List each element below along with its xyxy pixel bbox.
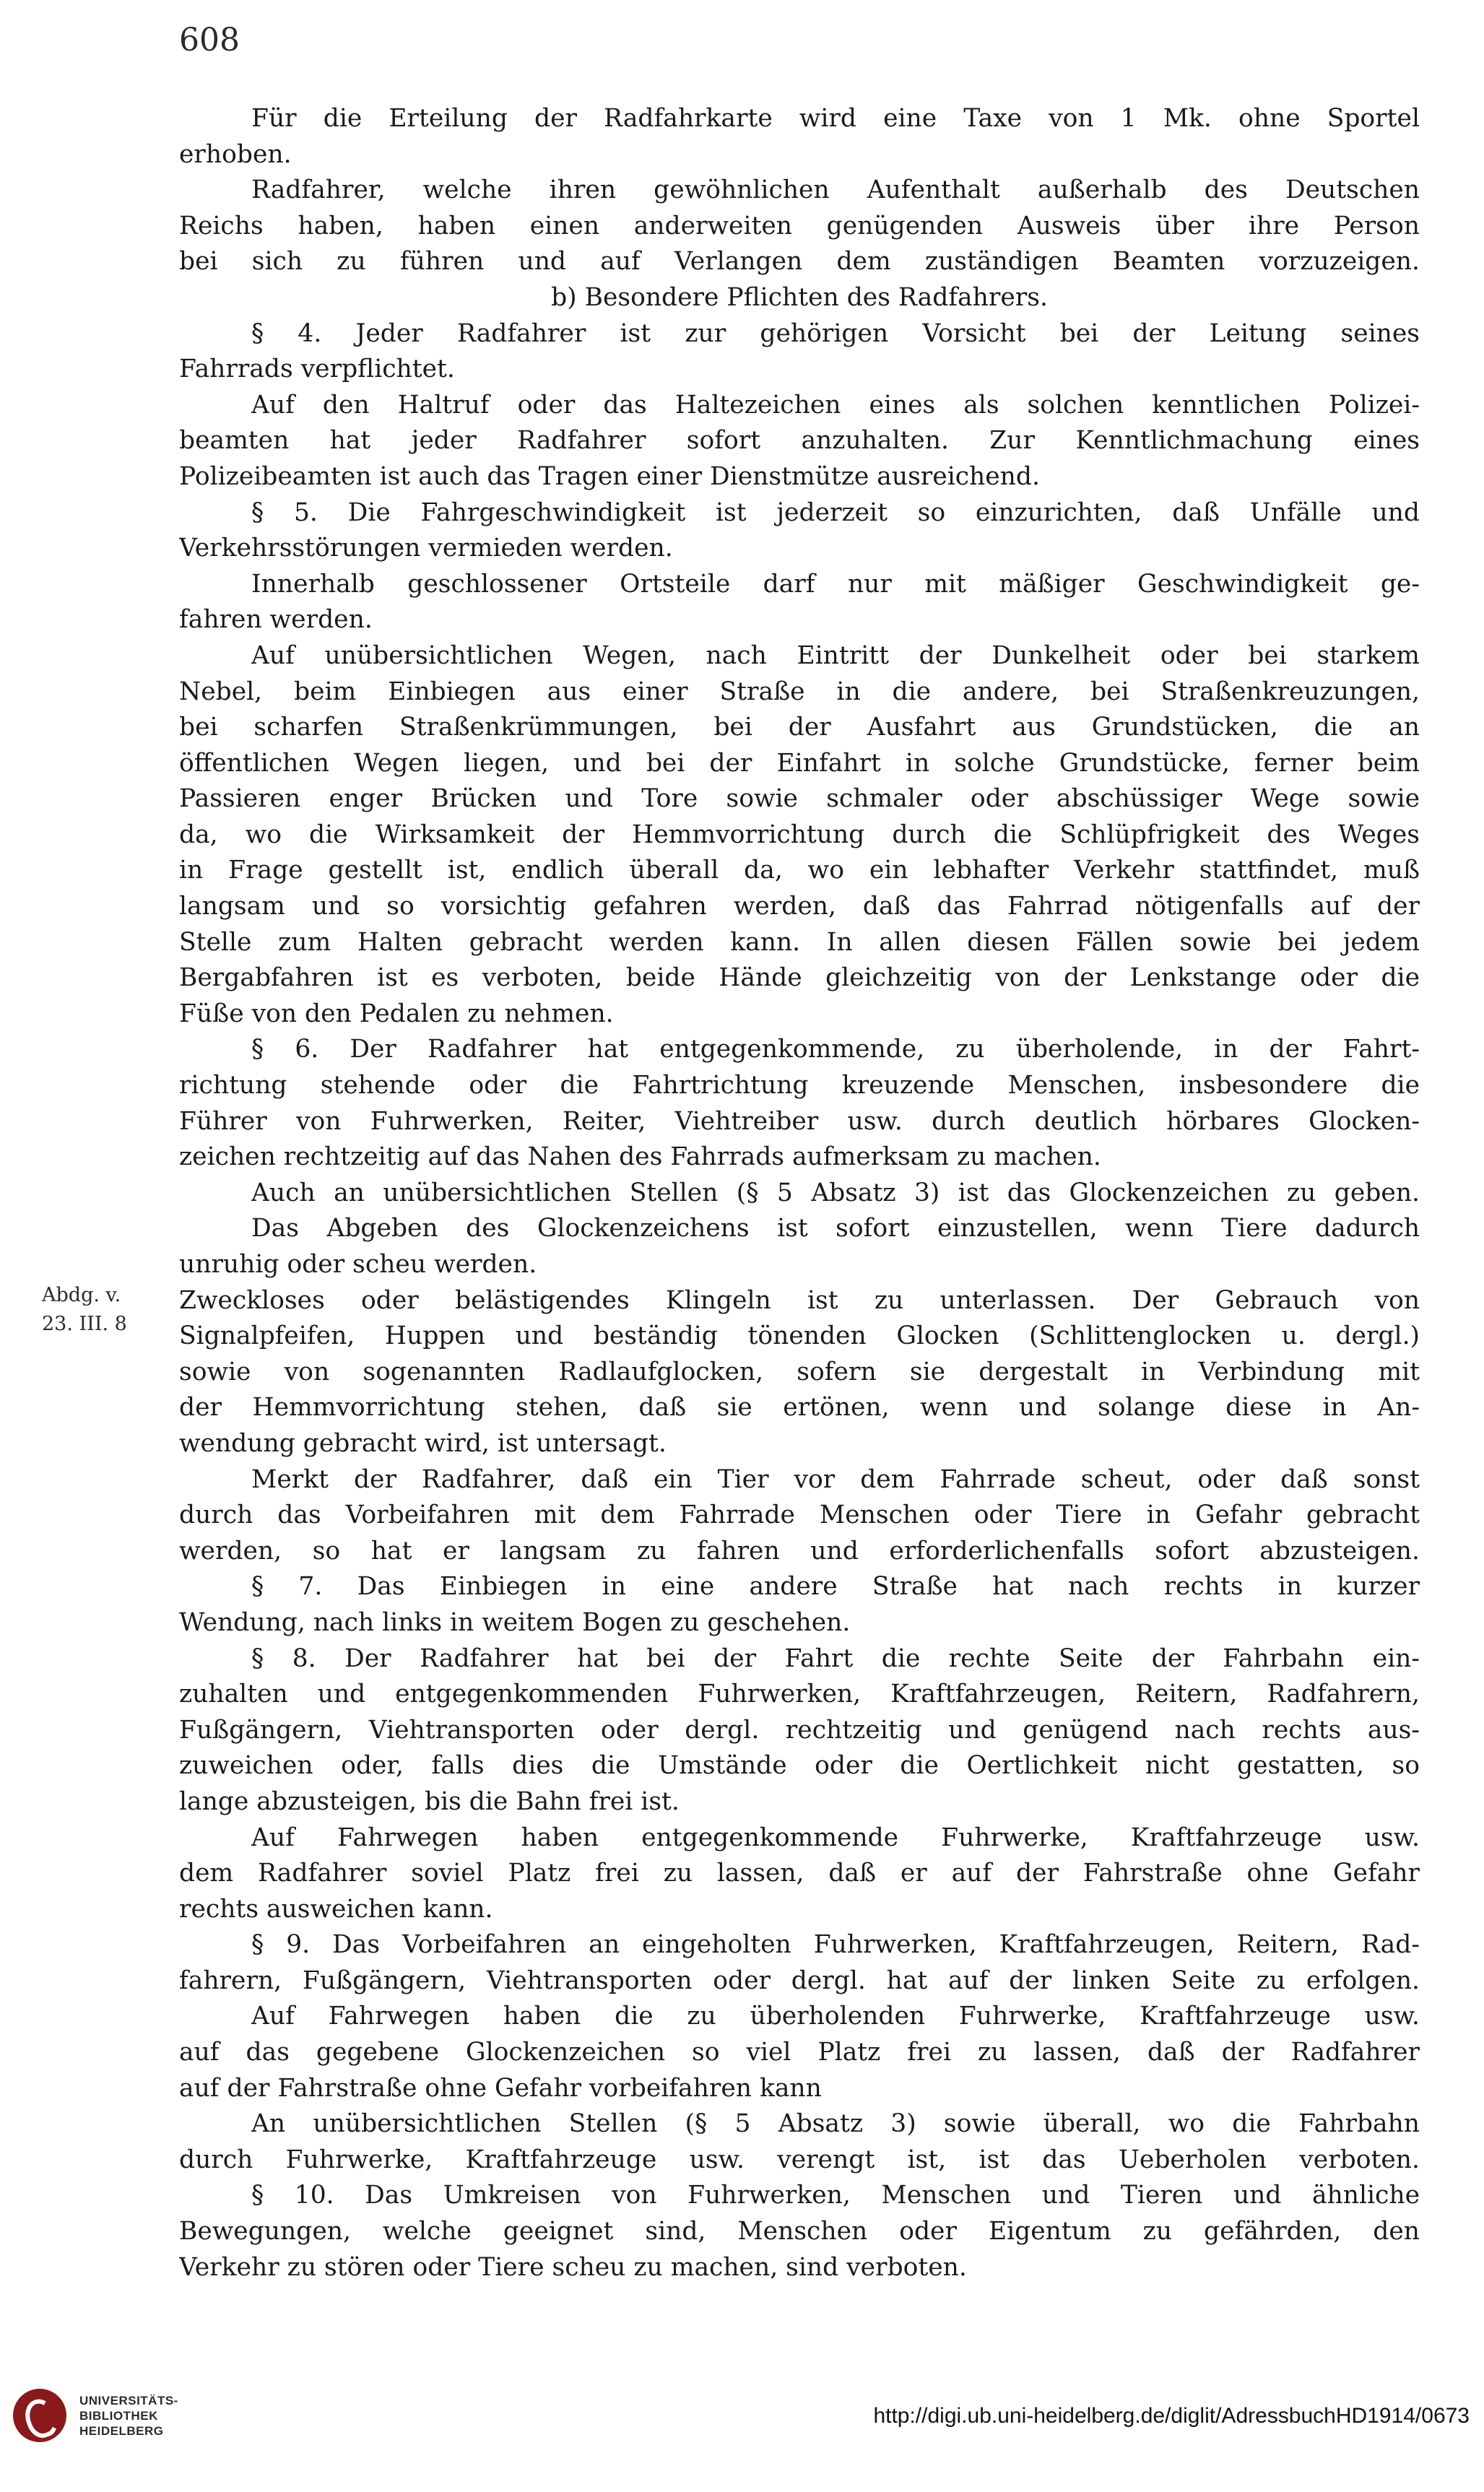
text-line: sowie von sogenannten Radlaufglocken, sofern sie dergestalt in Verbindung mit [179,1357,1420,1386]
page-number: 608 [179,22,240,58]
library-name-line: UNIVERSITÄTS- [79,2393,178,2408]
text-line: Stelle zum Halten gebracht werden kann. In allen diesen Fällen sowie bei jedem [179,927,1420,957]
text-line: Für die Erteilung der Radfahrkarte wird eine Taxe von 1 Mk. ohne Sportel [251,104,1420,133]
text-line: Fahrrads verpflichtet. [179,355,455,384]
text-line: lange abzusteigen, bis die Bahn frei ist. [179,1786,680,1816]
text-line: auf der Fahrstraße ohne Gefahr vorbeifahren kann [179,2073,822,2103]
margin-note-line: 23. III. 8 [42,1313,127,1335]
library-name-line: HEIDELBERG [79,2423,164,2438]
text-line: Bewegungen, welche geeignet sind, Menschen oder Eigentum zu gefährden, den [179,2217,1420,2246]
body-text [179,101,1420,2285]
text-line: Auf den Haltruf oder das Haltezeichen eines als solchen kenntlichen Polizei- [251,390,1420,420]
margin-note [42,1281,127,1339]
text-line: Polizeibeamten ist auch das Tragen einer Dienstmütze ausreichend. [179,461,1040,491]
text-line: § 6. Der Radfahrer hat entgegenkommende, zu überholende, in der Fahrt- [251,1035,1420,1064]
text-line: Nebel, beim Einbiegen aus einer Straße in die andere, bei Straßenkreuzungen, [179,677,1420,706]
text-line: b) Besondere Pflichten des Radfahrers. [551,282,1048,312]
text-line: Innerhalb geschlossener Ortsteile darf nur mit mäßiger Geschwindigkeit ge- [251,569,1420,599]
library-seal-icon [13,2389,66,2442]
text-line: Füße von den Pedalen zu nehmen. [179,999,614,1028]
text-line: § 8. Der Radfahrer hat bei der Fahrt die rechte Seite der Fahrbahn ein- [251,1644,1420,1673]
text-line: durch das Vorbeifahren mit dem Fahrrade Menschen oder Tiere in Gefahr gebracht [179,1501,1420,1530]
margin-note-line: Abdg. v. [42,1284,121,1306]
text-line: durch Fuhrwerke, Kraftfahrzeuge usw. verengt ist, ist das Ueberholen verboten. [179,2145,1420,2174]
text-line: § 4. Jeder Radfahrer ist zur gehörigen Vorsicht bei der Leitung seines [251,318,1420,348]
text-line: zuweichen oder, falls dies die Umstände oder die Oertlichkeit nicht gestatten, so [179,1751,1420,1781]
text-line: rechts ausweichen kann. [179,1894,493,1924]
text-line: bei sich zu führen und auf Verlangen dem zuständigen Beamten vorzuzeigen. [179,247,1420,277]
text-line: Merkt der Radfahrer, daß ein Tier vor dem Fahrrade scheut, oder daß sonst [251,1464,1420,1494]
text-line: wendung gebracht wird, ist untersagt. [179,1428,667,1458]
text-line: Bergabfahren ist es verboten, beide Hände gleichzeitig von der Lenkstange oder die [179,963,1420,993]
text-line: Wendung, nach links in weitem Bogen zu geschehen. [179,1607,851,1637]
text-line: dem Radfahrer soviel Platz frei zu lassen, daß er auf der Fahrstraße ohne Gefahr [179,1859,1420,1888]
text-line: Auf Fahrwegen haben die zu überholenden Fuhrwerke, Kraftfahrzeuge usw. [251,2002,1420,2031]
text-line: fahren werden. [179,605,373,635]
text-line: zuhalten und entgegenkommenden Fuhrwerken, Kraftfahrzeugen, Reitern, Radfahrern, [179,1680,1420,1709]
text-line: bei scharfen Straßenkrümmungen, bei der Ausfahrt aus Grundstücken, die an [179,713,1420,742]
text-line: öffentlichen Wegen liegen, und bei der Einfahrt in solche Grundstücke, ferner beim [179,748,1420,778]
text-line: Radfahrer, welche ihren gewöhnlichen Aufenthalt außerhalb des Deutschen [251,175,1420,205]
text-line: zeichen rechtzeitig auf das Nahen des Fahrrads aufmerksam zu machen. [179,1142,1101,1172]
text-line: erhoben. [179,139,292,169]
text-line: § 5. Die Fahrgeschwindigkeit ist jederzeit so einzurichten, daß Unfälle und [251,498,1420,527]
text-line: Signalpfeifen, Huppen und beständig tönenden Glocken (Schlittenglocken u. dergl.) [179,1321,1420,1351]
text-line: richtung stehende oder die Fahrtrichtung kreuzende Menschen, insbesondere die [179,1071,1420,1100]
text-line: Auch an unübersichtlichen Stellen (§ 5 Absatz 3) ist das Glockenzeichen zu geben. [251,1178,1420,1207]
text-line: der Hemmvorrichtung stehen, daß sie ertönen, wenn und solange diese in An- [179,1393,1420,1423]
text-line: Auf unübersichtlichen Wegen, nach Eintritt der Dunkelheit oder bei starkem [251,641,1420,670]
text-line: An unübersichtlichen Stellen (§ 5 Absatz 3) sowie überall, wo die Fahrbahn [251,2109,1420,2139]
text-line: Reichs haben, haben einen anderweiten genügenden Ausweis über ihre Person [179,211,1420,240]
library-name-line: BIBLIOTHEK [79,2408,158,2423]
text-line: beamten hat jeder Radfahrer sofort anzuhalten. Zur Kenntlichmachung eines [179,426,1420,456]
text-line: § 7. Das Einbiegen in eine andere Straße hat nach rechts in kurzer [251,1572,1420,1602]
text-line: fahrern, Fußgängern, Viehtransporten oder dergl. hat auf der linken Seite zu erfolgen. [179,1966,1420,1995]
library-name [79,2393,178,2439]
text-line: Auf Fahrwegen haben entgegenkommende Fuhrwerke, Kraftfahrzeuge usw. [251,1823,1420,1852]
source-url-link[interactable]: http://digi.ub.uni-heidelberg.de/diglit/AdressbuchHD1914/0673 [873,2404,1470,2428]
text-line: Zweckloses oder belästigendes Klingeln ist zu unterlassen. Der Gebrauch von [179,1285,1420,1315]
library-logo[interactable] [13,2389,178,2442]
text-line: langsam und so vorsichtig gefahren werden, daß das Fahrrad nötigenfalls auf der [179,892,1420,921]
text-line: Passieren enger Brücken und Tore sowie schmaler oder abschüssiger Wege sowie [179,784,1420,814]
text-line: unruhig oder scheu werden. [179,1250,537,1279]
text-line: Verkehrsstörungen vermieden werden. [179,534,673,563]
text-line: da, wo die Wirksamkeit der Hemmvorrichtung durch die Schlüpfrigkeit des Weges [179,820,1420,849]
text-line: Führer von Fuhrwerken, Reiter, Viehtreiber usw. durch deutlich hörbares Glocken- [179,1106,1420,1136]
text-line: in Frage gestellt ist, endlich überall da, wo ein lebhafter Verkehr stattfindet, muß [179,856,1420,885]
text-line: werden, so hat er langsam zu fahren und erforderlichenfalls sofort abzusteigen. [179,1536,1420,1566]
text-line: § 9. Das Vorbeifahren an eingeholten Fuhrwerken, Kraftfahrzeugen, Reitern, Rad- [251,1930,1420,1960]
text-line: Verkehr zu stören oder Tiere scheu zu machen, sind verboten. [179,2252,967,2282]
text-line: Fußgängern, Viehtransporten oder dergl. rechtzeitig und genügend nach rechts aus- [179,1715,1420,1745]
text-line: Das Abgeben des Glockenzeichens ist sofort einzustellen, wenn Tiere dadurch [251,1214,1420,1243]
text-line: § 10. Das Umkreisen von Fuhrwerken, Menschen und Tieren und ähnliche [251,2181,1420,2210]
text-line: auf das gegebene Glockenzeichen so viel Platz frei zu lassen, daß der Radfahrer [179,2038,1420,2067]
